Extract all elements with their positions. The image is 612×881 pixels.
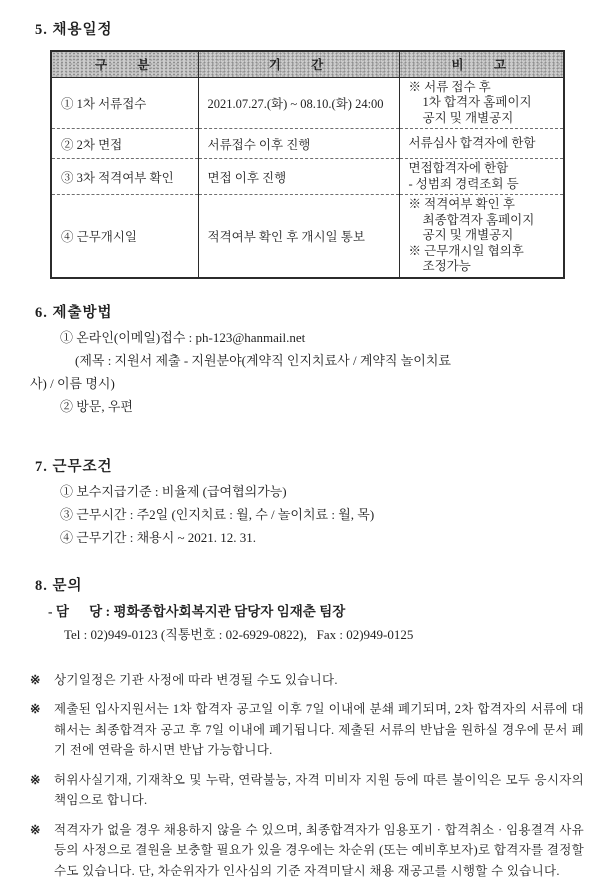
remark-line: - 성범죄 경력조회 등	[409, 177, 558, 193]
remark-line: ※ 적격여부 확인 후	[409, 197, 558, 213]
footnote-document-disposal	[30, 699, 584, 761]
cell-period: 서류접수 이후 진행	[198, 129, 399, 159]
cell-period: 적격여부 확인 후 개시일 통보	[198, 195, 399, 278]
table-row	[51, 129, 564, 159]
remark-line: 서류심사 합격자에 한함	[409, 136, 558, 152]
remark-line: 면접합격자에 한함	[409, 161, 558, 177]
reference-mark-icon: ※	[30, 770, 54, 811]
cell-category: ② 2차 면접	[51, 129, 198, 159]
column-header-period: 기 간	[198, 51, 399, 77]
submission-visit-mail-line: ② 방문, 우편	[60, 398, 584, 415]
cell-remarks	[399, 195, 564, 278]
table-row	[51, 195, 564, 278]
table-row	[51, 159, 564, 195]
footnotes	[30, 670, 584, 881]
cell-remarks	[399, 159, 564, 195]
inquiry-contact-line: - 담 당 : 평화종합사회복지관 담당자 임재춘 팀장	[48, 603, 584, 621]
footnote-text: 적격자가 없을 경우 채용하지 않을 수 있으며, 최종합격자가 임용포기 · 합격취소 · 임용결격 사유 등의 사정으로 결원을 보충할 필요가 있을 경우에는 차순위 (또는 예비후보자)로 합격자를 결정할 수도 있습니다. 단, 차순위자가 인사심의 기준 자격미달시 채용 재공고를 시행할 수 있습니다.	[54, 820, 584, 881]
reference-mark-icon: ※	[30, 820, 54, 881]
remark-line: ※ 서류 접수 후	[409, 80, 558, 96]
work-condition-pay: ① 보수지급기준 : 비율제 (급여협의가능)	[60, 483, 584, 500]
footnote-text: 허위사실기재, 기재착오 및 누락, 연락불능, 자격 미비자 지원 등에 따른 불이익은 모두 응시자의 책임으로 합니다.	[54, 770, 584, 811]
remark-line: 조정가능	[409, 259, 558, 275]
footnote-no-qualified-candidate	[30, 820, 584, 881]
footnote-schedule-change	[30, 670, 584, 691]
recruitment-schedule-table	[50, 50, 565, 279]
remark-line: 최종합격자 홈페이지	[409, 213, 558, 229]
column-header-remarks: 비 고	[399, 51, 564, 77]
section-title-work-conditions: 7. 근무조건	[35, 457, 584, 477]
submission-subject-line: (제목 : 지원서 제출 - 지원분야(계약직 인지치료사 / 계약직 놀이치료	[75, 352, 584, 369]
section-title-inquiry: 8. 문의	[35, 576, 584, 596]
work-condition-period: ④ 근무기간 : 채용시 ~ 2021. 12. 31.	[60, 529, 584, 546]
footnote-applicant-responsibility	[30, 770, 584, 811]
inquiry-tel-fax-line: Tel : 02)949-0123 (직통번호 : 02-6929-0822), Fax : 02)949-0125	[64, 626, 584, 644]
remark-line: 공지 및 개별공지	[409, 111, 558, 127]
work-condition-hours: ③ 근무시간 : 주2일 (인지치료 : 월, 수 / 놀이치료 : 월, 목)	[60, 506, 584, 523]
cell-category: ① 1차 서류접수	[51, 77, 198, 129]
section-title-recruitment-schedule: 5. 채용일정	[35, 20, 584, 40]
cell-remarks	[399, 77, 564, 129]
submission-online-line: ① 온라인(이메일)접수 : ph-123@hanmail.net	[60, 329, 584, 346]
table-header-row	[51, 51, 564, 77]
section-title-submission: 6. 제출방법	[35, 303, 584, 323]
cell-remarks	[399, 129, 564, 159]
remark-line: 1차 합격자 홈페이지	[409, 95, 558, 111]
reference-mark-icon: ※	[30, 699, 54, 761]
footnote-text: 상기일정은 기관 사정에 따라 변경될 수도 있습니다.	[54, 670, 584, 691]
reference-mark-icon: ※	[30, 670, 54, 691]
column-header-category: 구 분	[51, 51, 198, 77]
cell-period: 2021.07.27.(화) ~ 08.10.(화) 24:00	[198, 77, 399, 129]
table-row	[51, 77, 564, 129]
remark-line: 공지 및 개별공지	[409, 228, 558, 244]
cell-category: ④ 근무개시일	[51, 195, 198, 278]
cell-period: 면접 이후 진행	[198, 159, 399, 195]
remark-line: ※ 근무개시일 협의후	[409, 244, 558, 260]
submission-subject-wrap-line: 사) / 이름 명시)	[30, 375, 584, 392]
cell-category: ③ 3차 적격여부 확인	[51, 159, 198, 195]
footnote-text: 제출된 입사지원서는 1차 합격자 공고일 이후 7일 이내에 분쇄 폐기되며, 2차 합격자의 서류에 대해서는 최종합격자 공고 후 7일 이내에 폐기됩니다. 제출된 서류의 반납을 원하실 경우에 문서 폐기 전에 연락을 하시면 반납 가능합니다.	[54, 699, 584, 761]
